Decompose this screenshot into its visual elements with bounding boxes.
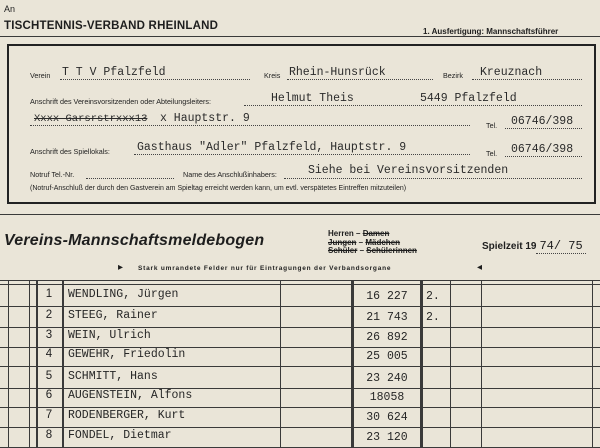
col-line <box>36 280 38 448</box>
player-number: 5 <box>45 370 53 382</box>
notruf-underline <box>86 178 174 179</box>
table-top-line <box>0 280 600 281</box>
verein-value[interactable]: T T V Pfalzfeld <box>62 66 166 79</box>
row-line <box>0 306 600 307</box>
vorsitzender-ort[interactable]: 5449 Pfalzfeld <box>420 92 517 105</box>
player-number: 8 <box>45 429 53 441</box>
player-pass-number[interactable]: 23 120 <box>366 431 408 444</box>
cat-herren: Herren <box>328 229 354 238</box>
arrow-left-icon: ▸ <box>118 262 124 273</box>
player-name[interactable]: RODENBERGER, Kurt <box>68 409 186 422</box>
row-line <box>0 327 600 328</box>
kreis-value[interactable]: Rhein-Hunsrück <box>289 66 386 79</box>
notruf-label: Notruf Tel.-Nr. <box>30 170 75 179</box>
player-name[interactable]: AUGENSTEIN, Alfons <box>68 389 193 402</box>
player-pass-number[interactable]: 21 743 <box>366 311 408 324</box>
anschrift-underline <box>244 105 582 106</box>
player-pass-number[interactable]: 18058 <box>369 391 405 404</box>
arrow-right-icon: ◂ <box>477 262 483 273</box>
col-line <box>450 280 451 448</box>
col-line <box>481 280 482 448</box>
player-number: 1 <box>45 288 53 300</box>
col-line <box>8 280 9 448</box>
spiellokal-underline <box>134 154 470 155</box>
cat-schueler: Schüler <box>328 246 358 256</box>
player-name[interactable]: SCHMITT, Hans <box>68 370 158 383</box>
bezirk-value[interactable]: Kreuznach <box>480 66 543 79</box>
player-pass-number[interactable]: 25 005 <box>366 350 408 363</box>
player-number: 3 <box>45 329 53 341</box>
anschluss-underline <box>284 178 582 179</box>
tel-spiellokal-underline <box>505 156 582 157</box>
col-line <box>62 280 64 448</box>
strasse-struck: Xxxx Garsrstrxxx13 <box>34 113 148 125</box>
verband-name: TISCHTENNIS-VERBAND RHEINLAND <box>4 20 219 32</box>
kreis-label: Kreis <box>264 71 281 80</box>
strasse-underline <box>30 125 470 126</box>
cat-maedchen: Mädchen <box>365 237 401 247</box>
player-pass-number[interactable]: 16 227 <box>366 290 408 303</box>
notruf-hint: (Notruf-Anschluß der durch den Gastverein am Spieltag erreicht werden kann, um evtl. verspätetes Eintreffen mitzuteilen) <box>30 185 407 192</box>
tel-label-2: Tel. <box>486 149 498 158</box>
row-line <box>0 366 600 367</box>
player-name[interactable]: STEEG, Rainer <box>68 309 158 322</box>
player-pass-number[interactable]: 30 624 <box>366 411 408 424</box>
spielzeit <box>482 239 586 253</box>
anschluss-label: Name des Anschlußinhabers: <box>183 170 277 179</box>
spielzeit-value[interactable]: 74/ 75 <box>536 239 585 254</box>
row-line <box>0 427 600 428</box>
header-rule <box>0 36 600 37</box>
col-line <box>592 280 593 448</box>
kreis-underline <box>287 79 433 80</box>
section-rule <box>0 214 600 215</box>
col-line <box>29 280 30 448</box>
anschluss-value[interactable]: Siehe bei Vereinsvorsitzenden <box>308 164 509 177</box>
player-mark[interactable]: 2. <box>426 311 440 324</box>
col-line <box>280 280 281 448</box>
player-number: 2 <box>45 309 53 321</box>
player-pass-number[interactable]: 23 240 <box>366 372 408 385</box>
strasse-value[interactable]: x Hauptstr. 9 <box>160 112 250 125</box>
spielzeit-label: Spielzeit 19 <box>482 241 537 252</box>
ausfertigung-label: 1. Ausfertigung: Mannschaftsführer <box>423 27 559 36</box>
cat-jungen: Jungen <box>328 237 357 247</box>
verein-label: Verein <box>30 71 51 80</box>
player-number: 7 <box>45 409 53 421</box>
form-title: Vereins-Mannschaftsmeldebogen <box>4 232 265 249</box>
col-line <box>420 280 423 448</box>
bezirk-underline <box>472 79 582 80</box>
cat-damen: Damen <box>362 229 390 238</box>
verein-underline <box>60 79 250 80</box>
player-name[interactable]: WEIN, Ulrich <box>68 329 151 342</box>
tel-vorsitz-underline <box>505 128 582 129</box>
tel-label-1: Tel. <box>486 121 498 130</box>
verband-notice: Stark umrandete Felder nur für Eintragungen der Verbandsorgane <box>138 265 392 272</box>
table-top-line-2 <box>0 284 600 285</box>
player-name[interactable]: GEWEHR, Friedolin <box>68 348 186 361</box>
spiellokal-label: Anschrift des Spiellokals: <box>30 147 110 156</box>
player-name[interactable]: WENDLING, Jürgen <box>68 288 179 301</box>
category-list: Herren – Damen Jungen – Mädchen Schüler – Schülerinnen <box>328 229 417 256</box>
player-number: 6 <box>45 389 53 401</box>
bezirk-label: Bezirk <box>443 71 463 80</box>
tel-vorsitz-value[interactable]: 06746/398 <box>511 115 574 128</box>
tel-spiellokal-value[interactable]: 06746/398 <box>511 143 574 156</box>
spiellokal-value[interactable]: Gasthaus "Adler" Pfalzfeld, Hauptstr. 9 <box>137 141 407 154</box>
player-pass-number[interactable]: 26 892 <box>366 331 408 344</box>
header-an: An <box>4 4 16 14</box>
cat-schuelerinnen: Schülerinnen <box>366 246 417 256</box>
vorsitzender-value[interactable]: Helmut Theis <box>271 92 354 105</box>
anschrift-label: Anschrift des Vereinsvorsitzenden oder Abteilungsleiters: <box>30 97 211 106</box>
row-line <box>0 407 600 408</box>
player-number: 4 <box>45 348 53 360</box>
player-mark[interactable]: 2. <box>426 290 440 303</box>
player-name[interactable]: FONDEL, Dietmar <box>68 429 172 442</box>
